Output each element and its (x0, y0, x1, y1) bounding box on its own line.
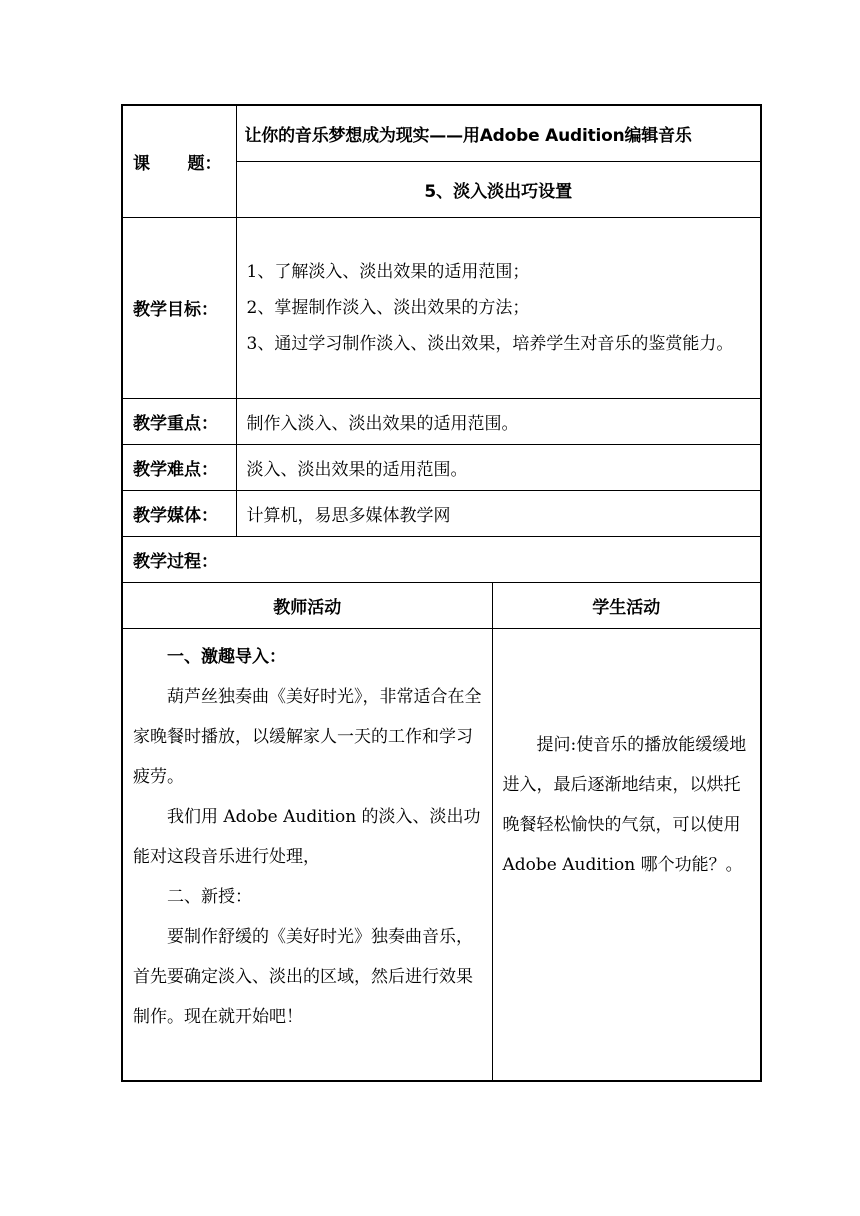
teacher-paragraph: 要制作舒缓的《美好时光》独奏曲音乐，首先要确定淡入、淡出的区域，然后进行效果制作。现在就开始吧！ (133, 926, 473, 1027)
activity-content-row (122, 628, 761, 1081)
goals-label: 教学目标： (122, 217, 236, 398)
teacher-activity-header: 教师活动 (122, 582, 492, 628)
difficulties-row (122, 444, 761, 490)
student-activity-header: 学生活动 (492, 582, 761, 628)
student-paragraph: 提问:使音乐的播放能缓缓地进入，最后逐渐地结束，以烘托晚餐轻松愉快的气氛，可以使用 Adobe Audition 哪个功能？。 (502, 734, 747, 875)
difficulties-value: 淡入、淡出效果的适用范围。 (236, 444, 761, 490)
process-row (122, 536, 761, 582)
key-points-label: 教学重点： (122, 398, 236, 444)
topic-main-title: 让你的音乐梦想成为现实——用Adobe Audition编辑音乐 (236, 105, 761, 161)
activity-header-row (122, 582, 761, 628)
goal-item: 1、了解淡入、淡出效果的适用范围； (246, 261, 530, 282)
teacher-paragraph: 葫芦丝独奏曲《美好时光》，非常适合在全家晚餐时播放，以缓解家人一天的工作和学习疲劳。 (133, 686, 482, 787)
media-label: 教学媒体： (122, 490, 236, 536)
goal-item: 3、通过学习制作淡入、淡出效果，培养学生对音乐的鉴赏能力。 (246, 333, 734, 354)
goals-row (122, 217, 761, 398)
lesson-plan-table (121, 104, 762, 1082)
topic-label-left: 课 (133, 153, 150, 174)
key-points-row (122, 398, 761, 444)
topic-label-right: 题： (187, 153, 222, 174)
student-activity-content (492, 628, 761, 1081)
difficulties-label: 教学难点： (122, 444, 236, 490)
goals-list (236, 217, 761, 398)
teacher-heading-intro: 一、激趣导入： (167, 646, 286, 667)
media-value: 计算机，易思多媒体教学网 (236, 490, 761, 536)
topic-label (122, 105, 236, 217)
teacher-paragraph: 我们用 Adobe Audition 的淡入、淡出功能对这段音乐进行处理， (133, 806, 481, 867)
process-label: 教学过程： (122, 536, 761, 582)
teacher-activity-content (122, 628, 492, 1081)
topic-sub-title: 5、淡入淡出巧设置 (236, 161, 761, 217)
teacher-heading-new: 二、新授： (167, 886, 252, 907)
topic-row (122, 105, 761, 161)
media-row (122, 490, 761, 536)
goal-item: 2、掌握制作淡入、淡出效果的方法； (246, 297, 530, 318)
key-points-value: 制作入淡入、淡出效果的适用范围。 (236, 398, 761, 444)
